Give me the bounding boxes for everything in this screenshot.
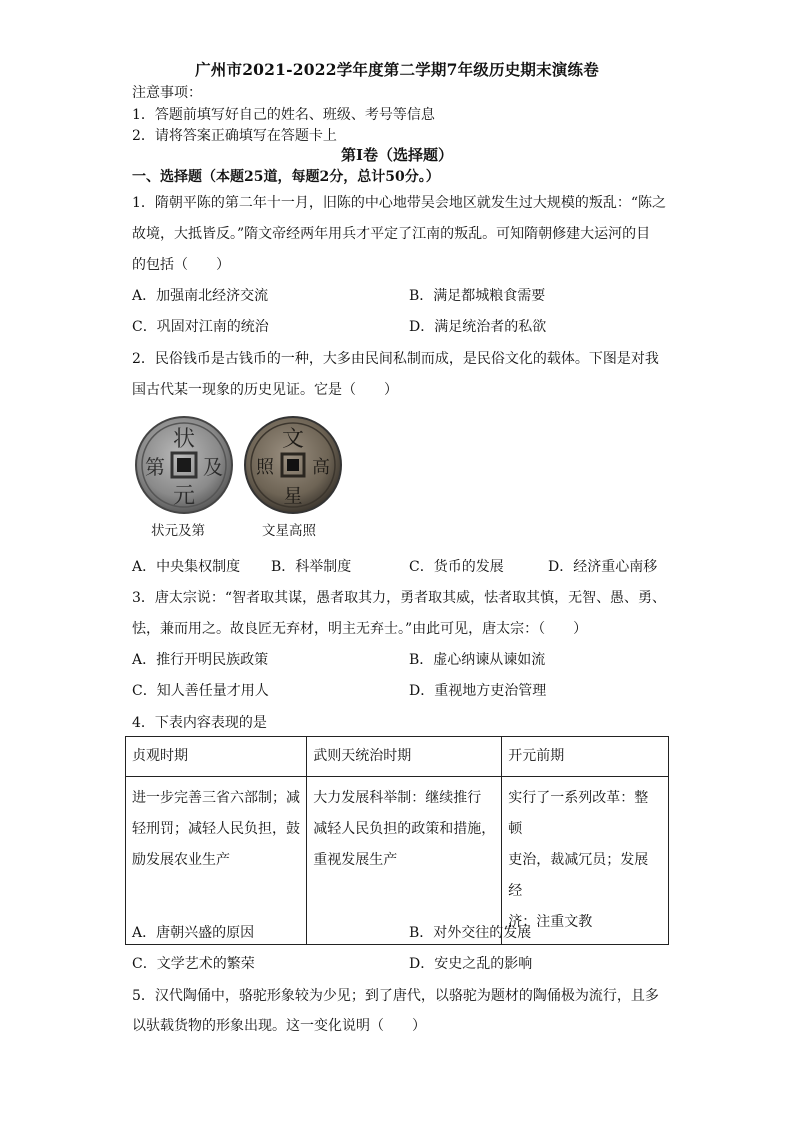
- notice-item-1: 1．答题前填写好自己的姓名、班级、考号等信息: [132, 107, 435, 123]
- cell-line: 励发展农业生产: [132, 852, 230, 868]
- cell-line: 进一步完善三省六部制；减: [132, 790, 300, 806]
- q4-option-d[interactable]: D．安史之乱的影响: [409, 956, 533, 972]
- coin2-char-left: 照: [256, 457, 274, 478]
- coin-image-wenxing: [243, 415, 343, 515]
- table-cell: [307, 777, 502, 945]
- table-header-row: [126, 737, 669, 777]
- cell-line: 重视发展生产: [313, 852, 398, 868]
- coin1-char-top: 状: [172, 427, 196, 452]
- section-title: 第I卷（选择题）: [340, 146, 454, 164]
- cell-line: 济；注重文教: [508, 914, 593, 930]
- coin2-char-top: 文: [281, 427, 305, 452]
- q2-option-c[interactable]: C．货币的发展: [409, 559, 504, 575]
- q4-option-a[interactable]: A．唐朝兴盛的原因: [132, 925, 255, 941]
- coin1-char-left: 第: [145, 455, 165, 479]
- q2-option-b[interactable]: B．科举制度: [271, 559, 352, 575]
- table-header-cell: 开元前期: [502, 737, 669, 777]
- q1-line-3: 的包括（ ）: [132, 257, 230, 273]
- q1-line-2: 故境，大抵皆反。”隋文帝经两年用兵才平定了江南的叛乱。可知隋朝修建大运河的目: [132, 226, 651, 242]
- q2-option-a[interactable]: A．中央集权制度: [132, 559, 241, 575]
- coin2-char-right: 高: [312, 457, 330, 478]
- cell-line: 减轻人民负担的政策和措施，: [313, 821, 496, 837]
- q3-option-b[interactable]: B．虚心纳谏从谏如流: [409, 652, 546, 668]
- exam-title: 广州市2021-2022学年度第二学期7年级历史期末演练卷: [195, 60, 599, 79]
- q4-option-c[interactable]: C．文学艺术的繁荣: [132, 956, 255, 972]
- coin-image-zhuangyuan: [134, 415, 234, 515]
- table-header-cell: 贞观时期: [126, 737, 307, 777]
- section-subtitle: 一、选择题（本题25道，每题2分，总计50分。）: [132, 169, 440, 185]
- q3-option-d[interactable]: D．重视地方吏治管理: [409, 683, 547, 699]
- q4-table: [125, 736, 669, 945]
- coin2-char-bottom: 星: [283, 485, 303, 507]
- cell-line: 实行了一系列改革：整顿: [508, 790, 649, 837]
- q5-line-1: 5．汉代陶俑中，骆驼形象较为少见；到了唐代，以骆驼为题材的陶俑极为流行，且多: [132, 988, 659, 1004]
- table-cell: [126, 777, 307, 945]
- coin-caption-1: 状元及第: [151, 523, 205, 539]
- q4-stem: 4．下表内容表现的是: [132, 715, 267, 731]
- coin-caption-2: 文星高照: [262, 523, 316, 539]
- q3-line-1: 3．唐太宗说：“智者取其谋，愚者取其力，勇者取其威，怯者取其慎，无智、愚、勇、: [132, 590, 667, 606]
- q2-line-2: 国古代某一现象的历史见证。它是（ ）: [132, 382, 398, 398]
- cell-line: 吏治，裁减冗员；发展经: [508, 852, 649, 899]
- q5-line-2: 以驮载货物的形象出现。这一变化说明（ ）: [132, 1018, 426, 1034]
- q1-line-1: 1．隋朝平陈的第二年十一月，旧陈的中心地带吴会地区就发生过大规模的叛乱：“陈之: [132, 195, 667, 211]
- q1-option-c[interactable]: C．巩固对江南的统治: [132, 319, 269, 335]
- cell-line: 轻刑罚；减轻人民负担，鼓: [132, 821, 300, 837]
- q1-option-d[interactable]: D．满足统治者的私欲: [409, 319, 547, 335]
- q2-option-d[interactable]: D．经济重心南移: [548, 559, 658, 575]
- q3-option-a[interactable]: A．推行开明民族政策: [132, 652, 269, 668]
- q3-option-c[interactable]: C．知人善任量才用人: [132, 683, 269, 699]
- coin1-char-right: 及: [203, 455, 223, 479]
- q2-line-1: 2．民俗钱币是古钱币的一种，大多由民间私制而成，是民俗文化的载体。下图是对我: [132, 351, 659, 367]
- q1-option-a[interactable]: A．加强南北经济交流: [132, 288, 269, 304]
- notice-label: 注意事项：: [132, 85, 202, 101]
- q1-option-b[interactable]: B．满足都城粮食需要: [409, 288, 546, 304]
- table-cell: [502, 777, 669, 945]
- coin1-char-bottom: 元: [172, 484, 196, 509]
- q3-line-2: 怯，兼而用之。故良匠无弃材，明主无弃士。”由此可见，唐太宗：（ ）: [132, 621, 588, 637]
- cell-line: 大力发展科举制：继续推行: [313, 790, 482, 806]
- notice-item-2: 2．请将答案正确填写在答题卡上: [132, 128, 337, 144]
- table-row: [126, 777, 669, 945]
- table-header-cell: 武则天统治时期: [307, 737, 502, 777]
- q4-option-b[interactable]: B．对外交往的发展: [409, 925, 532, 941]
